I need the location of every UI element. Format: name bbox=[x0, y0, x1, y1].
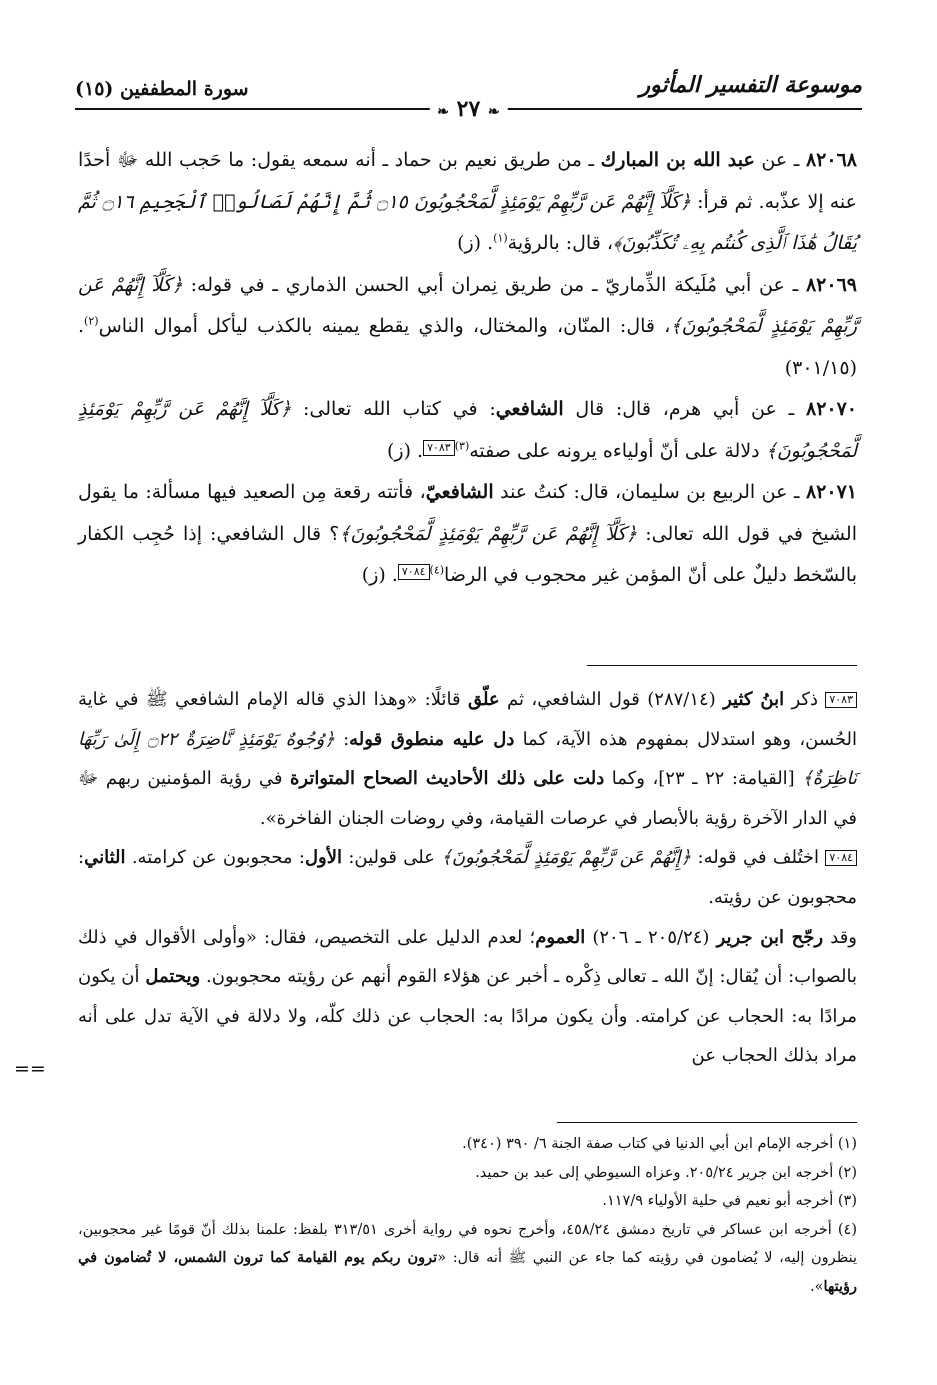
quran-verse: ﴿إِنَّهُمْ عَن رَّبِّهِمْ يَوْمَئِذٍ لَّمَحْجُوبُونَ﴾ bbox=[441, 847, 692, 869]
quran-verse: ﴿كَلَّآ إِنَّهُمْ عَن رَّبِّهِمْ يَوْمَئِذٍ لَّمَحْجُوبُونَ﴾ bbox=[78, 273, 857, 337]
footnote bbox=[78, 1159, 857, 1188]
bold-text: الشافعي bbox=[495, 398, 564, 420]
bold-text: العموم bbox=[535, 926, 586, 948]
bold-text: ابنُ كثير bbox=[723, 689, 785, 710]
text-span: (٢٨٧/١٤) قول الشافعي، ثم bbox=[499, 689, 724, 710]
page-header bbox=[75, 68, 862, 124]
bold-text: عبد الله بن المبارك bbox=[600, 149, 755, 171]
hadith-entry bbox=[78, 265, 857, 390]
text-span: في رؤية المؤمنين ربهم ﷻ في الدار الآخرة رؤية بالأبصار في عرصات القيامة، وفي روضات الجنان الفاخرة». bbox=[78, 768, 857, 829]
text-span: : في كتاب الله تعالى: bbox=[291, 398, 496, 420]
bold-text: دلت على ذلك الأحاديث الصحاح المتواترة bbox=[289, 768, 605, 790]
bold-text: علّق bbox=[467, 689, 500, 710]
quran-verse: ﴿وُجُوهٌ يَوْمَئِذٍ نَّاضِرَةٌ ۝٢٢ إِلَىٰ رَبِّهَا نَاظِرَةٌ﴾ bbox=[78, 728, 857, 790]
text-span: ، فأتته رقعة مِن الصعيد فيها مسألة: ما يقول الشيخ في قول الله تعالى: bbox=[78, 481, 857, 545]
text-span: ؛ لعدم الدليل على التخصيص، فقال: «وأولى الأقوال في ذلك بالصواب: أن يُقال: إنّ الله ـ تعالى ذِكْره ـ أخبر عن هؤلاء القوم أنهم عن رؤيته محجوبون. bbox=[78, 926, 857, 988]
text-span: ـ عن أبي مُلَيكة الذِّماريّ ـ من طريق نِمران أبي الحسن الذماري ـ في قوله: bbox=[182, 273, 806, 296]
note-number-box: ٧٠٨٤ bbox=[825, 850, 857, 866]
bold-text: الثاني bbox=[84, 847, 126, 869]
book-title: موسوعة التفسير المأثور bbox=[639, 72, 862, 98]
text-span: ، قال: المنّان، والمختال، والذي يقطع يمينه بالكذب ليأكل أموال الناس bbox=[98, 315, 671, 337]
bold-text: رجّح ابن جرير bbox=[716, 926, 824, 948]
hadith-list bbox=[78, 140, 857, 597]
footnotes bbox=[78, 1130, 857, 1301]
text-span: ـ من طريق نعيم بن حماد ـ أنه سمعه يقول: ما حَجب الله ﷻ أحدًا عنه إلا عذّبه. ثم قرأ: bbox=[78, 149, 857, 213]
text-span: ». bbox=[809, 1278, 824, 1295]
text-span: (١) أخرجه الإمام ابن أبي الدنيا في كتاب صفة الجنة ٦/ ٣٩٠ (٣٤٠). bbox=[462, 1136, 857, 1152]
hadith-number: ٨٢٠٧١ bbox=[805, 481, 857, 503]
text-span: اختُلف في قوله: bbox=[691, 847, 826, 869]
text-span: وقد bbox=[823, 926, 858, 948]
text-span: (٤) أخرجه ابن عساكر في تاريخ دمشق ٤٥٨/٢٤، وأخرج نحوه في رواية أخرى ٣١٣/٥١ بلفظ: علمنا بذلك أنّ قومًا غير محجوبين، ينظرون إليه، لا يُضامون في رؤيته كما جاء عن النبي ﷺ أنه قال: « bbox=[78, 1221, 857, 1266]
text-span: . (ز) bbox=[457, 232, 494, 254]
footnote bbox=[78, 1130, 857, 1159]
text-span: ؟ قال الشافعي: إذا حُجِب الكفار بالسّخط دليلٌ على أنّ المؤمن غير محجوب في الرضا bbox=[78, 522, 857, 586]
hadith-entry bbox=[78, 472, 857, 597]
ornament-icon: ❧ bbox=[487, 104, 500, 120]
text-span: أن يكون مرادًا به: الحجاب عن كرامته. وأن يكون مرادًا به: الحجاب عن ذلك كلّه، ولا دلالة في الآية تدل على أنه مراد بذلك الحجاب عن bbox=[78, 966, 857, 1067]
quran-verse: ﴿كَلَّآ إِنَّهُمْ عَن رَّبِّهِمْ يَوْمَئِذٍ لَّمَحْجُوبُونَ﴾ bbox=[78, 398, 857, 462]
notes-separator bbox=[587, 665, 857, 666]
hadith-number: ٨٢٠٧٠ bbox=[805, 398, 858, 420]
text-span: : bbox=[334, 728, 350, 750]
commentary-notes bbox=[78, 680, 857, 1076]
note-number-box: ٧٠٨٣ bbox=[825, 692, 857, 708]
text-span: قائلًا: «وهذا الذي قاله الإمام الشافعي ﷺ في غاية الحُسن، وهو استدلال بمفهوم هذه الآية، كما bbox=[78, 689, 857, 750]
text-span: دلالة على أنّ أولياءه يرونه على صفته bbox=[469, 439, 766, 462]
bold-text: دل عليه منطوق قوله bbox=[349, 728, 515, 750]
commentary-paragraph bbox=[78, 918, 857, 1076]
hadith-entry bbox=[78, 389, 857, 472]
quran-verse: ﴿كَلَّآ إِنَّهُمْ عَن رَّبِّهِمْ يَوْمَئِذٍ لَّمَحْجُوبُونَ ۝١٥ ثُمَّ إِنَّهُمْ لَصَالُوا۟ ٱلْجَحِيمِ ۝١٦ ثُمَّ يُقَالُ هَٰذَا ٱلَّذِى كُنتُم بِهِۦ تُكَذِّبُونَ﴾ bbox=[78, 190, 857, 254]
text-span: (٣) أخرجه أبو نعيم في حلية الأولياء ١١٧/٩. bbox=[602, 1193, 857, 1209]
text-span: . (٣٠١/١٥) bbox=[78, 315, 857, 379]
surah-title: سورة المطففين (١٥) bbox=[75, 78, 249, 100]
text-span: (٢٠٥/٢٤ ـ ٢٠٦) bbox=[585, 926, 717, 948]
text-span: ذكر bbox=[784, 689, 826, 710]
hadith-entry bbox=[78, 140, 857, 265]
bold-text: ويحتمل bbox=[145, 966, 201, 988]
text-span: . (ز) bbox=[361, 564, 398, 586]
footnote bbox=[78, 1216, 857, 1302]
text-span: . (ز) bbox=[386, 439, 424, 462]
continuation-mark: == bbox=[14, 1058, 46, 1080]
bold-text: الشافعيّ bbox=[425, 481, 494, 503]
note-ref-box: ٧٠٨٣ bbox=[423, 440, 455, 456]
text-span: ، قال: بالرؤية bbox=[507, 232, 613, 254]
quran-verse: ﴿كَلَّآ إِنَّهُمْ عَن رَّبِّهِمْ يَوْمَئِذٍ لَّمَحْجُوبُونَ﴾ bbox=[339, 522, 638, 545]
text-span: ـ عن أبي هرم، قال: قال bbox=[563, 398, 806, 420]
text-span: (٢) أخرجه ابن جرير ٢٠٥/٢٤. وعزاه السيوطي إلى عبد بن حميد. bbox=[475, 1164, 857, 1181]
footnote-ref: (١) bbox=[493, 231, 508, 245]
commentary-paragraph bbox=[78, 680, 857, 838]
text-span: ـ عن bbox=[754, 149, 806, 171]
footnote bbox=[78, 1187, 857, 1216]
hadith-number: ٨٢٠٦٩ bbox=[805, 273, 857, 296]
hadith-number: ٨٢٠٦٨ bbox=[805, 149, 857, 171]
bold-text: ترون ربكم يوم القيامة كما ترون الشمس، لا تُضامون في رؤيتها bbox=[78, 1249, 857, 1295]
ornament-icon: ❧ bbox=[437, 104, 450, 120]
page-number bbox=[429, 96, 507, 122]
page-number-text: ٢٧ bbox=[456, 96, 481, 122]
text-span: : محجوبون عن كرامته. bbox=[125, 847, 305, 869]
text-span: على قولين: bbox=[342, 847, 442, 869]
note-ref-box: ٧٠٨٤ bbox=[398, 564, 430, 580]
footnote-ref: (٣) bbox=[454, 439, 470, 453]
commentary-paragraph bbox=[78, 838, 857, 917]
text-span: : محجوبون عن رؤيته. bbox=[78, 847, 857, 908]
footnote-separator bbox=[557, 1122, 857, 1123]
text-span: ـ عن الربيع بن سليمان، قال: كنتُ عند bbox=[493, 481, 806, 503]
text-span: [القيامة: ٢٢ ـ ٢٣]، وكما bbox=[604, 768, 803, 790]
footnote-ref: (٤) bbox=[429, 563, 445, 577]
bold-text: الأول bbox=[304, 847, 343, 869]
footnote-ref: (٢) bbox=[84, 314, 99, 328]
